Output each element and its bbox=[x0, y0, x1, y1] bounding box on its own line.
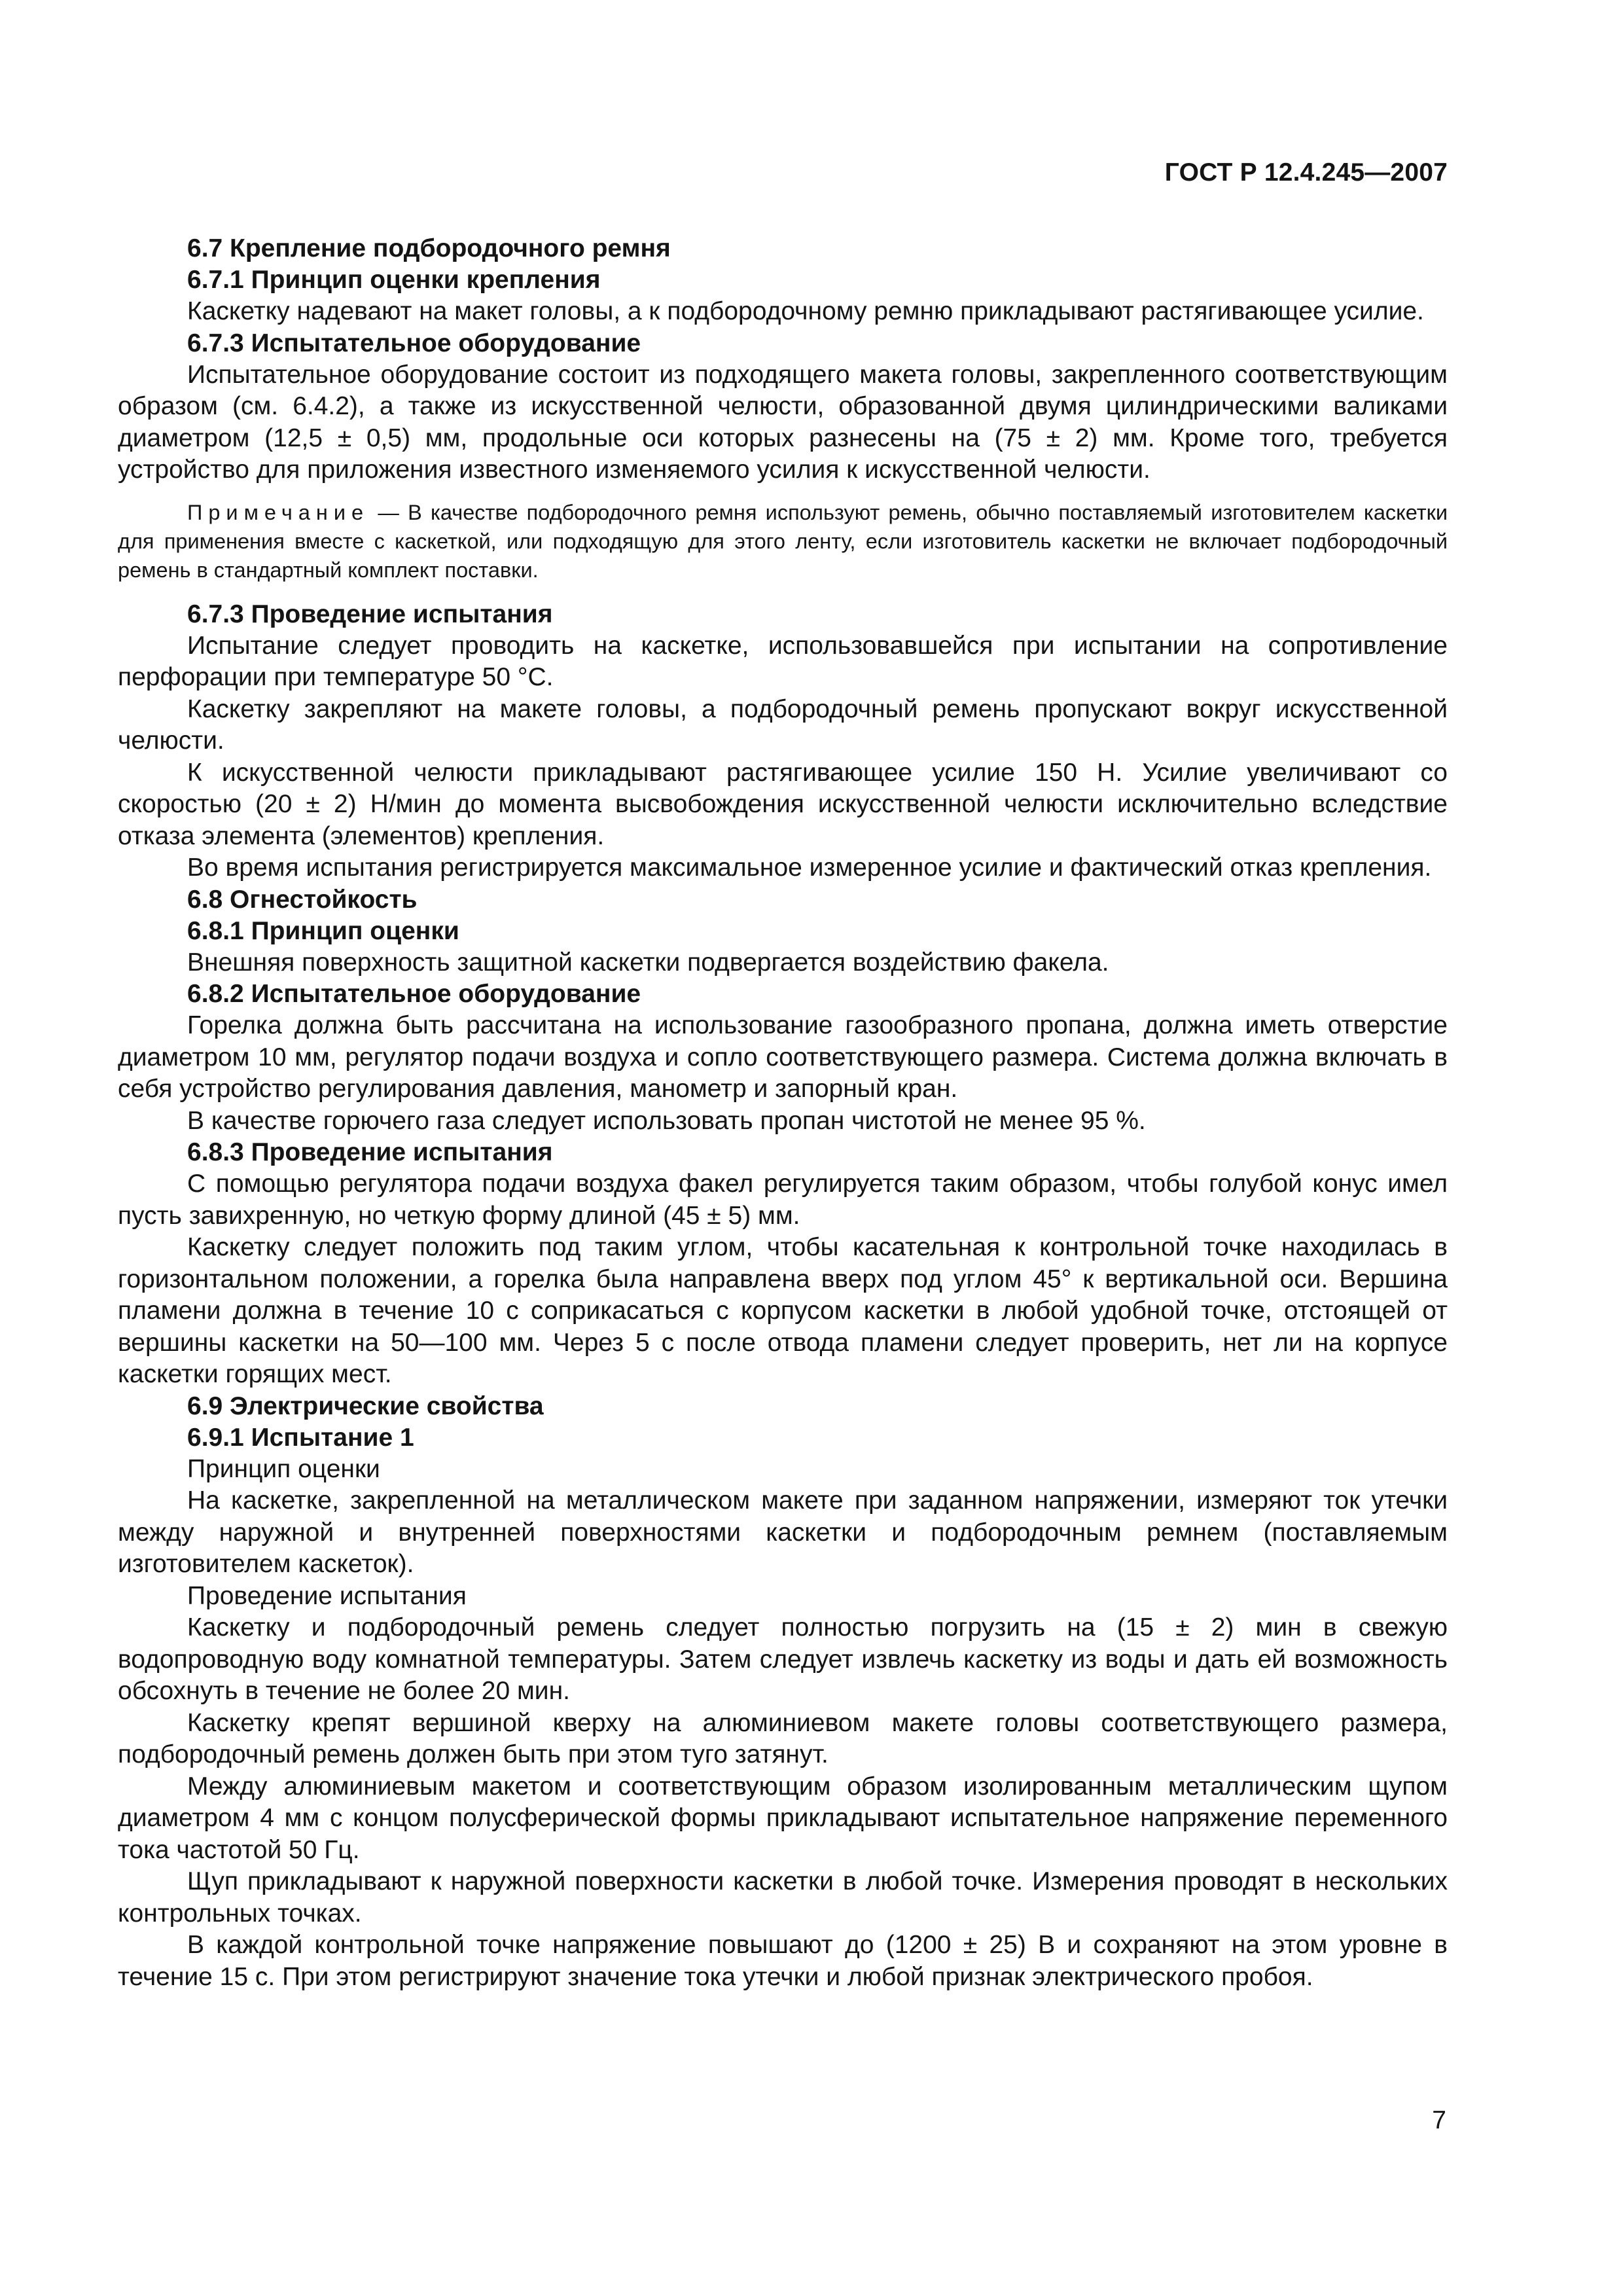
paragraph: В каждой контрольной точке напряжение повышают до (1200 ± 25) В и сохраняют на этом уровне в течение 15 с. При этом регистрируют значение тока утечки и любой признак электрического пробоя. bbox=[118, 1931, 1448, 1991]
paragraph: С помощью регулятора подачи воздуха факел регулируется таким образом, чтобы голубой конус имел пусть завихренную, но четкую форму длиной (45 ± 5) мм. bbox=[118, 1170, 1448, 1230]
page-number: 7 bbox=[1432, 2106, 1446, 2134]
paragraph: Горелка должна быть рассчитана на использование газообразного пропана, должна иметь отверстие диаметром 10 мм, регулятор подачи воздуха и сопло соответствующего размера. Система должна включать в себя устройство регулирования давления, манометр и запорный кран. bbox=[118, 1011, 1448, 1103]
paragraph: На каскетке, закрепленной на металлическом макете при заданном напряжении, измеряют ток утечки между наружной и внутренней поверхностями каскетки и подбородочным ремнем (поставляемым изготовителем каскеток). bbox=[118, 1486, 1448, 1578]
note-text: — В качестве подбородочного ремня используют ремень, обычно поставляемый изготовителем каскетки для применения вместе с каскеткой, или подходящую для этого ленту, если изготовитель каскетки не включает подбородочный ремень в стандартный комплект поставки. bbox=[118, 500, 1448, 582]
subsection-heading-6-7-1: 6.7.1 Принцип оценки крепления bbox=[187, 266, 601, 294]
subsection-heading-6-8-3: 6.8.3 Проведение испытания bbox=[187, 1138, 553, 1166]
note-label: Примечание bbox=[187, 500, 370, 524]
subsection-heading-6-8-2: 6.8.2 Испытательное оборудование bbox=[187, 980, 641, 1008]
paragraph: Испытание следует проводить на каскетке, использовавшейся при испытании на сопротивление перфорации при температуре 50 °С. bbox=[118, 631, 1448, 691]
paragraph: В качестве горючего газа следует использовать пропан чистотой не менее 95 %. bbox=[187, 1106, 1146, 1135]
paragraph: Каскетку следует положить под таким углом, чтобы касательная к контрольной точке находилась в горизонтальном положении, а горелка была направлена вверх под углом 45° к вертикальной оси. Вершина пламени должна в течение 10 с соприкасаться с корпусом каскетки в любой удобной точке, отстоящей от вершины каскетки на 50—100 мм. Через 5 с после отвода пламени следует проверить, нет ли на корпусе каскетки горящих мест. bbox=[118, 1233, 1448, 1388]
document-body bbox=[118, 233, 1448, 1993]
section-heading-6-8: 6.8 Огнестойкость bbox=[187, 885, 418, 914]
run-in-label-procedure: Проведение испытания bbox=[187, 1581, 467, 1610]
paragraph: Испытательное оборудование состоит из подходящего макета головы, закрепленного соответствующим образом (см. 6.4.2), а также из искусственной челюсти, образованной двумя цилиндрическими валиками диаметром (12,5 ± 0,5) мм, продольные оси которых разнесены на (75 ± 2) мм. Кроме того, требуется устройство для приложения известного изменяемого усилия к искусственной челюсти. bbox=[118, 360, 1448, 484]
paragraph: Каскетку и подбородочный ремень следует полностью погрузить на (15 ± 2) мин в свежую водопроводную воду комнатной температуры. Затем следует извлечь каскетку из воды и дать ей возможность обсохнуть в течение не более 20 мин. bbox=[118, 1613, 1448, 1705]
paragraph: Каскетку надевают на макет головы, а к подбородочному ремню прикладывают растягивающее усилие. bbox=[187, 297, 1424, 325]
run-in-label-principle: Принцип оценки bbox=[187, 1454, 380, 1483]
paragraph: Щуп прикладывают к наружной поверхности каскетки в любой точке. Измерения проводят в нескольких контрольных точках. bbox=[118, 1867, 1448, 1928]
paragraph: Внешняя поверхность защитной каскетки подвергается воздействию факела. bbox=[187, 948, 1109, 977]
section-heading-6-7: 6.7 Крепление подбородочного ремня bbox=[187, 234, 671, 262]
subsection-heading-6-8-1: 6.8.1 Принцип оценки bbox=[187, 916, 459, 945]
paragraph: Во время испытания регистрируется максимальное измеренное усилие и фактический отказ крепления. bbox=[187, 853, 1432, 882]
note-block bbox=[118, 498, 1448, 584]
paragraph: Между алюминиевым макетом и соответствующим образом изолированным металлическим щупом диаметром 4 мм с концом полусферической формы прикладывают испытательное напряжение переменного тока частотой 50 Гц. bbox=[118, 1772, 1448, 1864]
subsection-heading-6-7-3-procedure: 6.7.3 Проведение испытания bbox=[187, 600, 553, 628]
subsection-heading-6-7-3-equipment: 6.7.3 Испытательное оборудование bbox=[187, 329, 641, 357]
paragraph: Каскетку крепят вершиной кверху на алюминиевом макете головы соответствующего размера, подбородочный ремень должен быть при этом туго затянут. bbox=[118, 1708, 1448, 1768]
document-code-header: ГОСТ Р 12.4.245—2007 bbox=[1164, 158, 1448, 187]
paragraph: Каскетку закрепляют на макете головы, а подбородочный ремень пропускают вокруг искусственной челюсти. bbox=[118, 694, 1448, 755]
paragraph: К искусственной челюсти прикладывают растягивающее усилие 150 Н. Усилие увеличивают со скоростью (20 ± 2) Н/мин до момента высвобождения искусственной челюсти исключительно вследствие отказа элемента (элементов) крепления. bbox=[118, 758, 1448, 850]
subsection-heading-6-9-1: 6.9.1 Испытание 1 bbox=[187, 1423, 414, 1452]
section-heading-6-9: 6.9 Электрические свойства bbox=[187, 1391, 544, 1420]
